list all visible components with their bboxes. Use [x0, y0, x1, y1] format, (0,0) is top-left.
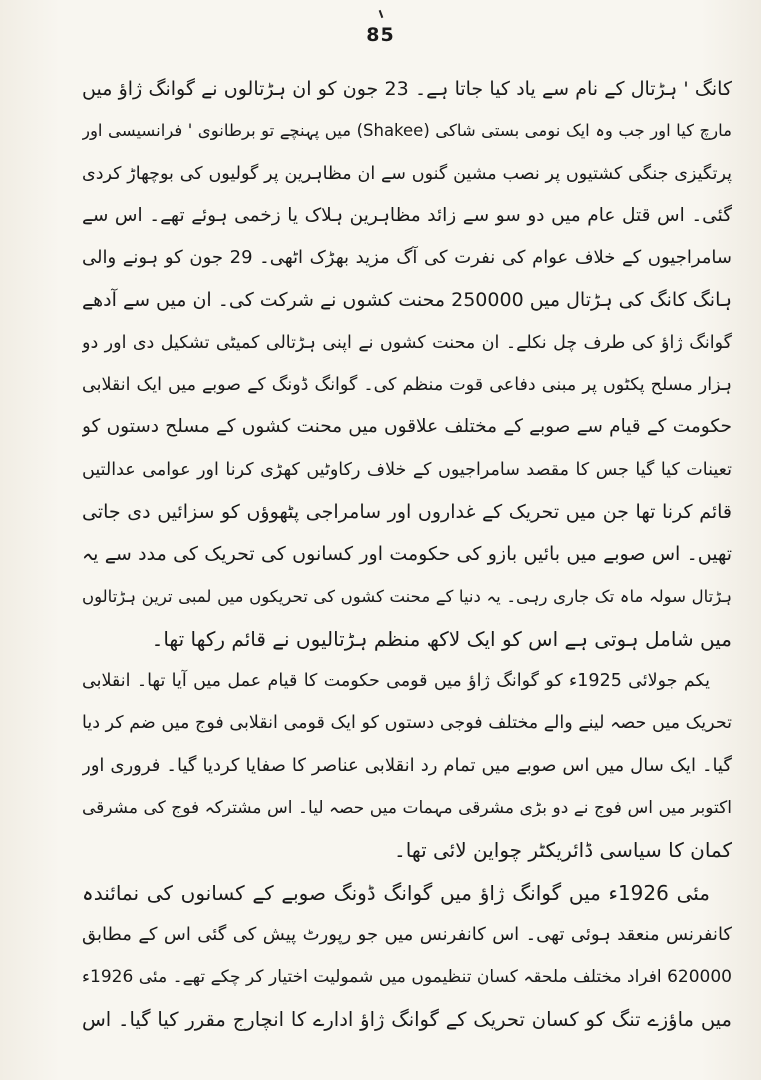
- text-line: ہانگ کانگ کی ہڑتال میں 250000 محنت کشوں نے شرکت کی۔ ان میں سے آدھے: [82, 289, 732, 312]
- text-line: مارچ کیا اور جب وہ ایک نومی بستی شاکی (Shakee) میں پہنچے تو برطانوی ' فرانسیسی اور: [82, 121, 732, 141]
- body-text: [82, 68, 732, 1041]
- text-line: گئی۔ اس قتل عام میں دو سو سے زائد مظاہرین ہلاک یا زخمی ہوئے تھے۔ اس سے: [82, 204, 732, 226]
- text-line: ہزار مسلح پکٹوں پر مبنی دفاعی قوت منظم کی۔ گوانگ ڈونگ کے صوبے میں ایک انقلابی: [82, 375, 732, 396]
- text-line: کانفرنس منعقد ہوئی تھی۔ اس کانفرنس میں جو رپورٹ پیش کی گئی اس کے مطابق: [82, 923, 732, 945]
- text-line: پرتگیزی جنگی کشتیوں پر نصب مشین گنوں سے ان مظاہرین پر گولیوں کی بوچھاڑ کردی: [82, 163, 732, 184]
- text-line: ہڑتال سولہ ماہ تک جاری رہی۔ یہ دنیا کے محنت کشوں کی تحریکوں میں لمبی ترین ہڑتالوں: [82, 586, 732, 606]
- text-line: تحریک میں حصہ لینے والے مختلف فوجی دستوں کو ایک قومی انقلابی فوج میں ضم کر دیا: [82, 713, 732, 734]
- paragraph-last-line: کمان کا سیاسی ڈائریکٹر چواین لائی تھا۔: [394, 838, 732, 863]
- text-line: گوانگ ژاؤ کی طرف چل نکلے۔ ان محنت کشوں نے اپنی ہڑتالی کمیٹی تشکیل دی اور دو: [82, 332, 732, 353]
- text-line: اکتوبر میں اس فوج نے دو بڑی مشرقی مہمات میں حصہ لیا۔ اس مشترکہ فوج کی مشرقی: [82, 798, 732, 819]
- text-line: قائم کرنا تھا جن میں تحریک کے غداروں اور سامراجی پٹھوؤں کو سزائیں دی جاتی: [82, 500, 732, 523]
- text-line: سامراجیوں کے خلاف عوام کی نفرت کی آگ مزید بھڑک اٹھی۔ 29 جون کو ہونے والی: [82, 247, 732, 269]
- page-number: 85: [366, 24, 395, 46]
- text-line: تھیں۔ اس صوبے میں بائیں بازو کی حکومت اور کسانوں کی تحریک کی مدد سے یہ: [82, 543, 732, 566]
- text-line: 620000 افراد مختلف ملحقہ کسان تنظیموں میں شمولیت اختیار کر چکے تھے۔ مئی 1926ء: [82, 967, 732, 988]
- text-line: تعینات کیا گیا جس کا مقصد سامراجیوں کے خلاف رکاوٹیں کھڑی کرنا اور عوامی عدالتیں: [82, 459, 732, 480]
- paragraph-last-line: میں شامل ہوتی ہے اس کو ایک لاکھ منظم ہڑتالیوں نے قائم رکھا تھا۔: [151, 626, 732, 651]
- text-line: میں ماؤزے تنگ کو کسان تحریک کے گوانگ ژاؤ ادارے کا انچارج مقرر کیا گیا۔ اس: [82, 1007, 732, 1031]
- paragraph-first-line: یکم جولائی 1925ء کو گوانگ ژاؤ میں قومی حکومت کا قیام عمل میں آیا تھا۔ انقلابی: [82, 671, 710, 692]
- text-line: گیا۔ ایک سال میں اس صوبے میں تمام رد انقلابی عناصر کا صفایا کردیا گیا۔ فروری اور: [82, 754, 732, 776]
- paragraph-first-line: مئی 1926ء میں گوانگ ژاؤ میں گوانگ ڈونگ صوبے کے کسانوں کی نمائندہ: [82, 880, 710, 905]
- text-line: کانگ ' ہڑتال کے نام سے یاد کیا جاتا ہے۔ 23 جون کو ان ہڑتالوں نے گوانگ ژاؤ میں: [82, 78, 732, 100]
- page-mark: [379, 10, 384, 18]
- text-line: حکومت کے قیام سے صوبے کے مختلف علاقوں میں محنت کشوں کے مسلح دستوں کو: [82, 416, 732, 438]
